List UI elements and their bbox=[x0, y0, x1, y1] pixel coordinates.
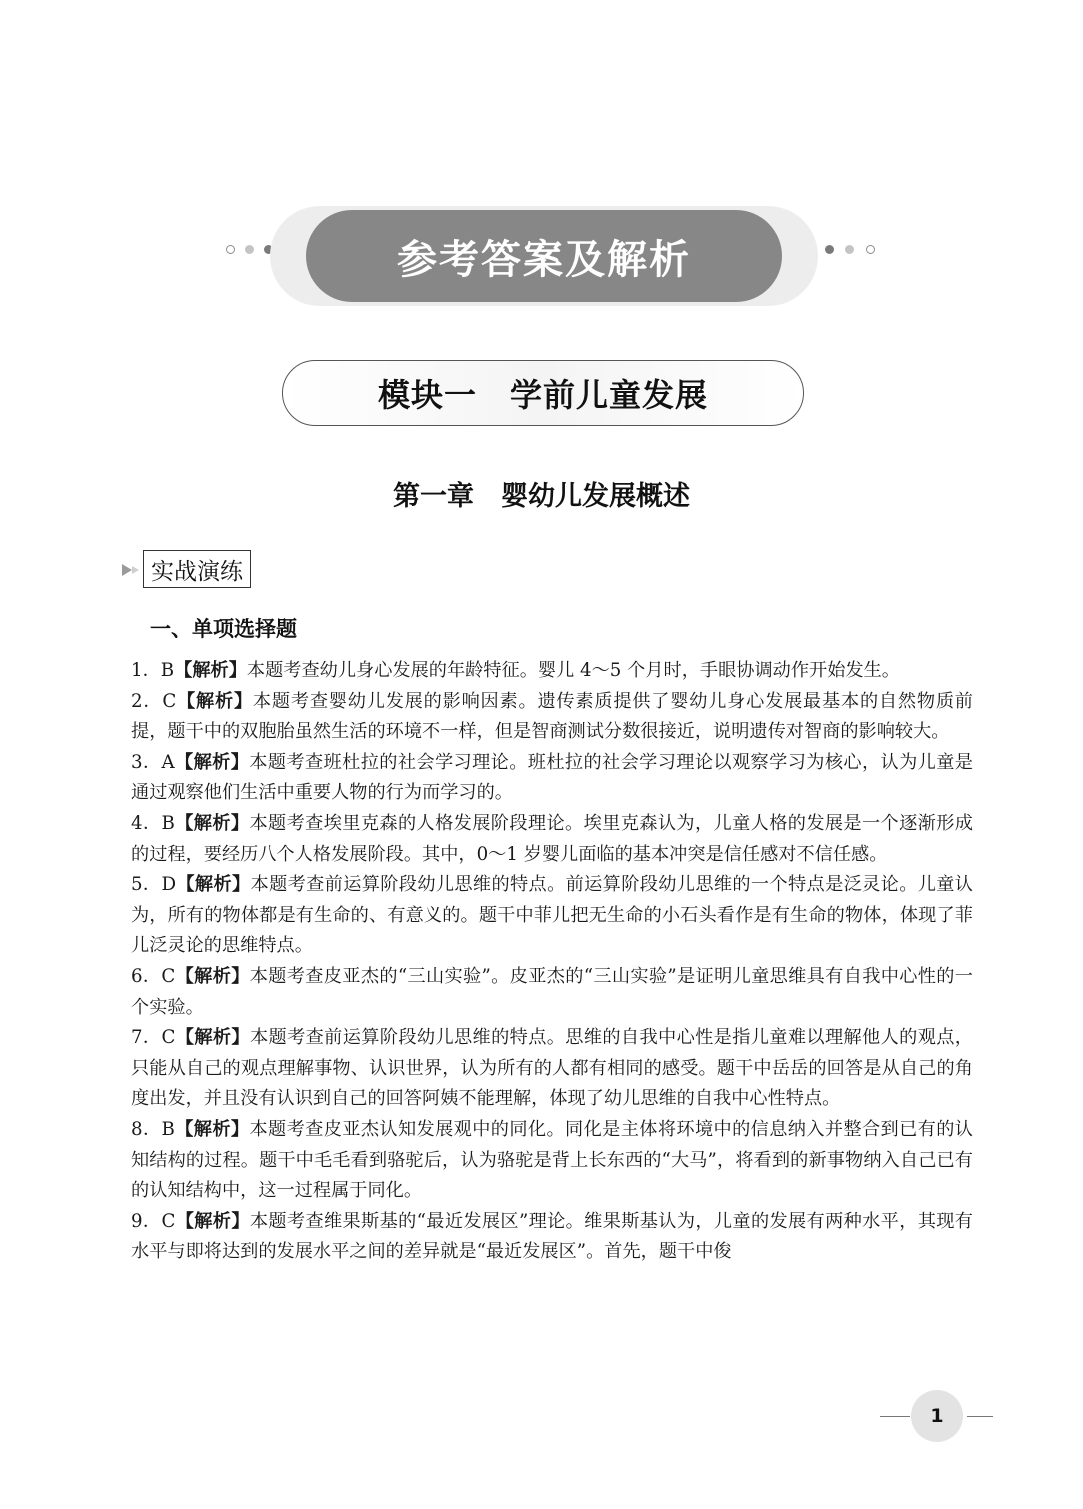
answer-item bbox=[131, 656, 973, 687]
banner-decor-dot-left-2 bbox=[245, 245, 254, 254]
answer-item bbox=[131, 809, 973, 870]
banner-decor-dot-left-1 bbox=[226, 245, 235, 254]
answer-label: 【解析】 bbox=[174, 1118, 250, 1140]
answer-prefix: 4．B bbox=[131, 812, 175, 834]
answer-text: 本题考查埃里克森的人格发展阶段理论。埃里克森认为，儿童人格的发展是一个逐渐形成的过程，要经历八个人格发展阶段。其中，0～1 岁婴儿面临的基本冲突是信任感对不信任感。 bbox=[131, 812, 973, 865]
banner-decor-dot-right-1 bbox=[825, 245, 834, 254]
answer-label: 【解析】 bbox=[175, 1210, 250, 1232]
answer-label: 【解析】 bbox=[175, 965, 250, 987]
banner-decor-dot-right-2 bbox=[845, 245, 854, 254]
chapter-title: 第一章 婴幼儿发展概述 bbox=[393, 481, 690, 512]
answer-text: 本题考查幼儿身心发展的年龄特征。婴儿 4～5 个月时，手眼协调动作开始发生。 bbox=[246, 660, 900, 681]
answer-prefix: 8．B bbox=[131, 1118, 175, 1140]
answer-banner bbox=[270, 206, 818, 306]
answer-item bbox=[131, 870, 973, 962]
answer-item bbox=[131, 687, 973, 748]
answer-label: 【解析】 bbox=[175, 1027, 250, 1049]
subsection-title: 一、单项选择题 bbox=[150, 617, 297, 641]
answer-prefix: 2．C bbox=[131, 690, 177, 712]
banner-inner-pill bbox=[306, 210, 782, 302]
answer-text: 本题考查皮亚杰认知发展观中的同化。同化是主体将环境中的信息纳入并整合到已有的认知结构的过程。题干中毛毛看到骆驼后，认为骆驼是背上长东西的“大马”，将看到的新事物纳入自己已有的认知结构中，这一过程属于同化。 bbox=[131, 1118, 973, 1202]
page-number bbox=[911, 1390, 963, 1442]
answer-prefix: 9．C bbox=[131, 1210, 176, 1232]
answer-prefix: 7．C bbox=[131, 1027, 176, 1049]
answer-label: 【解析】 bbox=[176, 874, 251, 896]
answer-prefix: 1．B bbox=[131, 660, 175, 681]
answer-item bbox=[131, 1207, 973, 1268]
section-tag bbox=[143, 550, 251, 588]
answer-list bbox=[131, 656, 973, 1268]
answer-item bbox=[131, 1023, 973, 1115]
answer-prefix: 5．D bbox=[131, 874, 177, 896]
answer-text: 本题考查皮亚杰的“三山实验”。皮亚杰的“三山实验”是证明儿童思维具有自我中心性的一个实验。 bbox=[131, 965, 973, 1018]
module-heading bbox=[282, 360, 804, 426]
page-number-label: 1 bbox=[930, 1405, 944, 1427]
section-arrow-small-icon bbox=[132, 566, 139, 574]
page-number-rule-left bbox=[880, 1416, 910, 1417]
section-tag-label: 实战演练 bbox=[151, 558, 243, 585]
answer-text: 本题考查前运算阶段幼儿思维的特点。前运算阶段幼儿思维的一个特点是泛灵论。儿童认为，所有的物体都是有生命的、有意义的。题干中菲儿把无生命的小石头看作是有生命的物体，体现了菲儿泛灵论的思维特点。 bbox=[131, 874, 973, 957]
module-title: 模块一 学前儿童发展 bbox=[377, 376, 708, 414]
answer-prefix: 6．C bbox=[131, 965, 176, 987]
answer-label: 【解析】 bbox=[174, 660, 247, 681]
banner-title: 参考答案及解析 bbox=[397, 236, 691, 283]
answer-label: 【解析】 bbox=[174, 751, 250, 773]
answer-text: 本题考查前运算阶段幼儿思维的特点。思维的自我中心性是指儿童难以理解他人的观点，只能从自己的观点理解事物、认识世界，认为所有的人都有相同的感受。题干中岳岳的回答是从自己的角度出发，并且没有认识到自己的回答阿姨不能理解，体现了幼儿思维的自我中心性特点。 bbox=[131, 1027, 973, 1110]
answer-item bbox=[131, 962, 973, 1023]
section-arrow-icon bbox=[122, 564, 132, 576]
answer-text: 本题考查班杜拉的社会学习理论。班杜拉的社会学习理论以观察学习为核心，认为儿童是通过观察他们生活中重要人物的行为而学习的。 bbox=[131, 751, 973, 804]
answer-text: 本题考查婴幼儿发展的影响因素。遗传素质提供了婴幼儿身心发展最基本的自然物质前提，题干中的双胞胎虽然生活的环境不一样，但是智商测试分数很接近，说明遗传对智商的影响较大。 bbox=[131, 690, 973, 743]
answer-prefix: 3．A bbox=[131, 751, 175, 773]
page-number-rule-right bbox=[967, 1416, 993, 1417]
answer-label: 【解析】 bbox=[174, 812, 250, 834]
banner-decor-dot-right-3 bbox=[866, 245, 875, 254]
answer-item bbox=[131, 748, 973, 809]
answer-text: 本题考查维果斯基的“最近发展区”理论。维果斯基认为，儿童的发展有两种水平，其现有水平与即将达到的发展水平之间的差异就是“最近发展区”。首先，题干中俊 bbox=[131, 1210, 973, 1263]
answer-item bbox=[131, 1115, 973, 1207]
answer-label: 【解析】 bbox=[176, 690, 253, 712]
